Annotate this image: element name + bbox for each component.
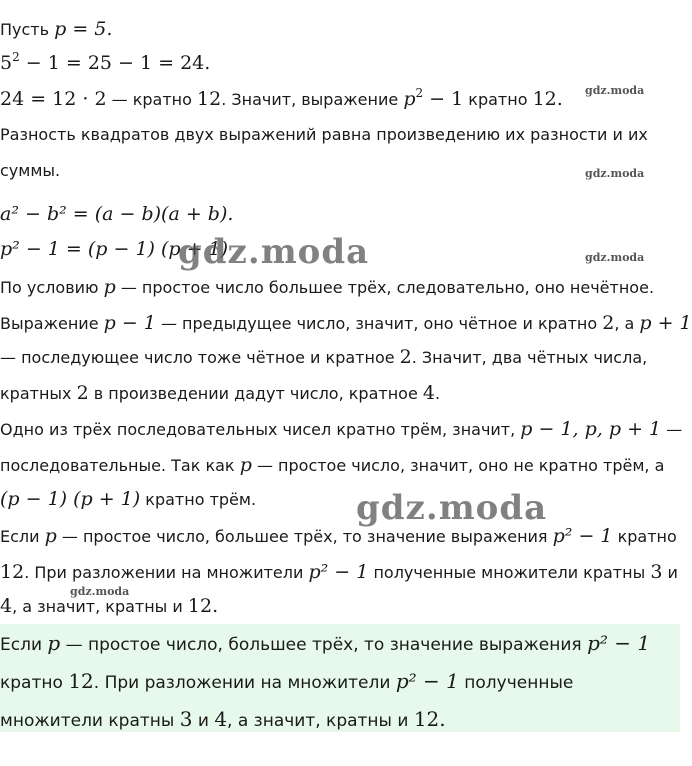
text: Одно из трёх последовательных чисел кратно трём, значит, bbox=[0, 420, 521, 439]
math: p bbox=[239, 454, 252, 476]
math: 2 bbox=[76, 382, 89, 404]
text: , а значит, кратны и bbox=[12, 597, 188, 616]
math: 4 bbox=[422, 382, 435, 404]
text: кратно bbox=[463, 90, 533, 109]
text: кратно bbox=[612, 527, 677, 546]
text-line bbox=[0, 88, 563, 111]
math: p² − 1 bbox=[552, 525, 613, 547]
watermark-big: gdz.moda bbox=[178, 232, 370, 272]
text-line bbox=[0, 595, 218, 618]
math: (p − 1) (p + 1) bbox=[0, 488, 141, 510]
math: 2 bbox=[399, 346, 412, 368]
watermark-big: gdz.moda bbox=[356, 488, 548, 528]
math: $5^2 - 1 = 25 - 1 = 24$. bbox=[0, 50, 211, 74]
math: 4 bbox=[0, 595, 13, 617]
text: последовательные. Так как bbox=[0, 456, 240, 475]
text: — предыдущее число, значит, оно чётное и кратно bbox=[155, 314, 603, 333]
text: — кратно bbox=[106, 90, 198, 109]
math: $p^2 - 1$ bbox=[403, 86, 464, 110]
text: полученные bbox=[458, 673, 574, 693]
text-line bbox=[0, 18, 112, 41]
text: суммы. bbox=[0, 161, 61, 180]
math: 3 bbox=[650, 561, 663, 583]
text: — простое число, большее трёх, то значение выражения bbox=[60, 635, 588, 655]
math: 12. bbox=[532, 88, 563, 110]
text: и bbox=[192, 711, 215, 731]
math: p² − 1 bbox=[395, 669, 459, 693]
math: 12 bbox=[197, 88, 222, 110]
math: 12 bbox=[68, 669, 94, 693]
text-line bbox=[0, 160, 60, 182]
watermark-small: gdz.moda bbox=[585, 251, 645, 264]
text: и bbox=[662, 563, 678, 582]
text: — простое число большее трёх, следовательно, оно нечётное. bbox=[115, 278, 655, 297]
math: p² − 1 bbox=[587, 631, 651, 655]
text: множители кратны bbox=[0, 711, 180, 731]
text-line bbox=[0, 52, 210, 75]
text-line bbox=[0, 276, 654, 299]
answer-box bbox=[0, 624, 680, 732]
math: p² − 1 = (p − 1) (p + 1) bbox=[0, 238, 229, 260]
math: p − 1, p, p + 1 bbox=[520, 418, 662, 440]
text: кратно трём. bbox=[140, 490, 257, 509]
watermark-small: gdz.moda bbox=[585, 84, 645, 97]
math: p bbox=[47, 631, 61, 655]
math: 3 bbox=[179, 707, 193, 731]
text: — простое число, значит, оно не кратно трём, а bbox=[251, 456, 665, 475]
text: . При разложении на множители bbox=[93, 673, 396, 693]
text: кратно bbox=[0, 673, 69, 693]
text-line bbox=[0, 418, 682, 441]
text: Если bbox=[0, 635, 48, 655]
text-line bbox=[0, 454, 664, 477]
text: . Значит, два чётных числа, bbox=[411, 348, 648, 367]
text-line bbox=[0, 561, 678, 584]
math: p bbox=[44, 525, 57, 547]
text: По условию bbox=[0, 278, 104, 297]
math: p² − 1 bbox=[308, 561, 369, 583]
math: p = 5. bbox=[54, 18, 113, 40]
text-line bbox=[0, 346, 647, 369]
text: Выражение bbox=[0, 314, 104, 333]
text: . bbox=[434, 384, 441, 403]
answer-line bbox=[0, 670, 573, 694]
text: . При разложении на множители bbox=[24, 563, 309, 582]
text: Разность квадратов двух выражений равна произведению их разности и их bbox=[0, 125, 648, 144]
text-line bbox=[0, 203, 233, 226]
text: полученные множители кратны bbox=[368, 563, 651, 582]
text: кратных bbox=[0, 384, 77, 403]
math: 2 bbox=[602, 312, 615, 334]
math: 12. bbox=[413, 707, 446, 731]
answer-line bbox=[0, 708, 446, 732]
watermark-small: gdz.moda bbox=[585, 167, 645, 180]
text: Если bbox=[0, 527, 45, 546]
text-line bbox=[0, 525, 677, 548]
text-line bbox=[0, 312, 692, 335]
math: p + 1 bbox=[639, 312, 692, 334]
text: — последующее число тоже чётное и кратное bbox=[0, 348, 400, 367]
text-line bbox=[0, 382, 440, 405]
math: a² − b² = (a − b)(a + b). bbox=[0, 203, 234, 225]
text: — простое число, большее трёх, то значение выражения bbox=[56, 527, 553, 546]
answer-line bbox=[0, 632, 650, 656]
math: 24 = 12 · 2 bbox=[0, 88, 107, 110]
text: , а bbox=[614, 314, 640, 333]
math: p bbox=[103, 276, 116, 298]
text-line bbox=[0, 124, 648, 146]
text: Пусть bbox=[0, 20, 55, 39]
math: 12 bbox=[0, 561, 25, 583]
text: — bbox=[661, 420, 683, 439]
text: в произведении дадут число, кратное bbox=[88, 384, 423, 403]
math: p − 1 bbox=[103, 312, 156, 334]
text-line bbox=[0, 488, 256, 511]
text: . Значит, выражение bbox=[221, 90, 404, 109]
watermark-small: gdz.moda bbox=[70, 585, 130, 598]
math: 4 bbox=[214, 707, 228, 731]
math: 12. bbox=[187, 595, 219, 617]
text: , а значит, кратны и bbox=[227, 711, 414, 731]
